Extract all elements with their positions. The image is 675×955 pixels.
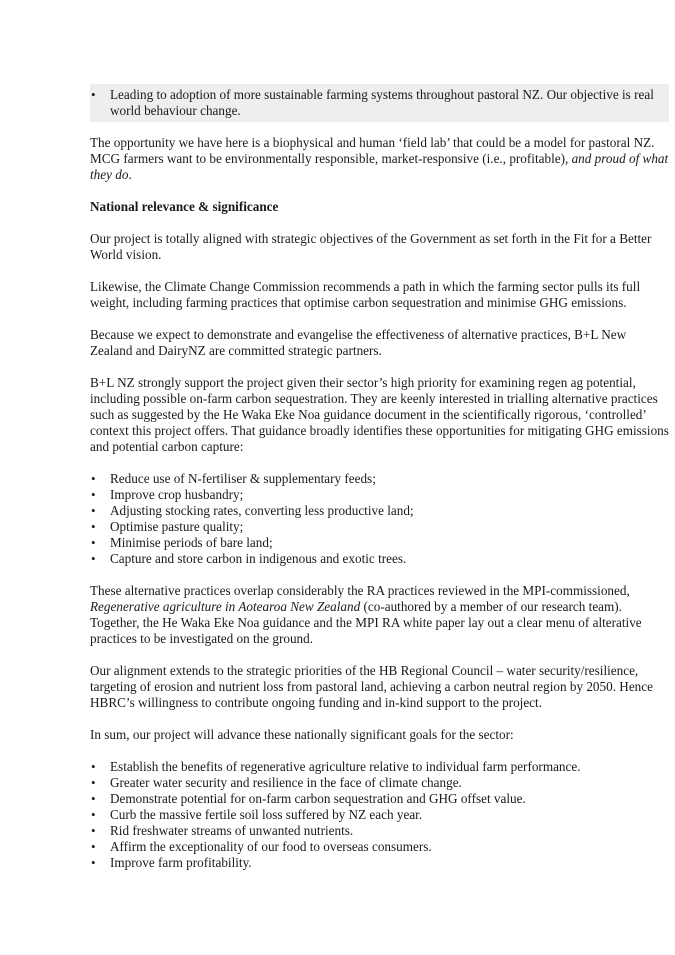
intro-bullet-list bbox=[90, 84, 671, 122]
paragraph-partners: Because we expect to demonstrate and evangelise the effectiveness of alternative practices, B+L New Zealand and DairyNZ are committed strategic partners. bbox=[90, 327, 627, 358]
paragraph-text: These alternative practices overlap considerably the RA practices reviewed in the MPI-commissioned, bbox=[90, 583, 630, 598]
list-item: • Curb the massive fertile soil loss suffered by NZ each year. bbox=[90, 807, 671, 823]
list-item: • Greater water security and resilience in the face of climate change. bbox=[90, 775, 671, 791]
paragraph-aligned: Our project is totally aligned with strategic objectives of the Government as set forth in the Fit for a Better World vision. bbox=[90, 231, 652, 262]
list-item: • Establish the benefits of regenerative agriculture relative to individual farm performance. bbox=[90, 759, 671, 775]
italic-text: and proud of what they do bbox=[90, 151, 669, 182]
paragraph-text: (co-authored by a member of our research team). Together, the He Waka Eke Noa guidance and the MPI RA white paper lay out a clear menu of alterative practices to be investigated on the ground. bbox=[90, 599, 642, 646]
list-item: • Leading to adoption of more sustainable farming systems throughout pastoral NZ. Our objective is real world behaviour change. bbox=[90, 84, 669, 122]
list-item: • Improve crop husbandry; bbox=[90, 487, 671, 503]
italic-title: Regenerative agriculture in Aotearoa New Zealand bbox=[90, 599, 361, 614]
paragraph-field-lab bbox=[90, 135, 671, 183]
list-item: • Rid freshwater streams of unwanted nutrients. bbox=[90, 823, 671, 839]
paragraph-end: . bbox=[128, 167, 132, 182]
list-item: • Affirm the exceptionality of our food to overseas consumers. bbox=[90, 839, 671, 855]
paragraph-sum: In sum, our project will advance these nationally significant goals for the sector: bbox=[90, 727, 514, 742]
list-item: • Improve farm profitability. bbox=[90, 855, 671, 871]
paragraph-hbrc: Our alignment extends to the strategic priorities of the HB Regional Council – water security/resilience, targeting of erosion and nutrient loss from pastoral land, achieving a carbon neutral region by 2050. Hence HBRC’s willingness to contribute ongoing funding and in-kind support to the project. bbox=[90, 663, 653, 710]
list-item: • Demonstrate potential for on-farm carbon sequestration and GHG offset value. bbox=[90, 791, 671, 807]
goals-list bbox=[90, 759, 671, 871]
list-item: • Capture and store carbon in indigenous and exotic trees. bbox=[90, 551, 671, 567]
practices-list bbox=[90, 471, 671, 567]
paragraph-overlap bbox=[90, 583, 671, 647]
list-item: • Adjusting stocking rates, converting less productive land; bbox=[90, 503, 671, 519]
paragraph-blnz: B+L NZ strongly support the project given their sector’s high priority for examining regen ag potential, including possible on-farm carbon sequestration. They are keenly interested in trialling alternative practices such as suggested by the He Waka Eke Noa guidance document in the scientifically rigorous, ‘controlled’ context this project offers. That guidance broadly identifies these opportunities for mitigating GHG emissions and potential carbon capture: bbox=[90, 375, 669, 454]
list-item: • Optimise pasture quality; bbox=[90, 519, 671, 535]
section-heading: National relevance & significance bbox=[90, 199, 279, 214]
list-item: • Reduce use of N-fertiliser & supplementary feeds; bbox=[90, 471, 671, 487]
list-item: • Minimise periods of bare land; bbox=[90, 535, 671, 551]
paragraph-climate: Likewise, the Climate Change Commission recommends a path in which the farming sector pulls its full weight, including farming practices that optimise carbon sequestration and minimise GHG emissions. bbox=[90, 279, 641, 310]
paragraph-text: The opportunity we have here is a biophysical and human ‘field lab’ that could be a model for pastoral NZ. MCG farmers want to be environmentally responsible, market-responsive (i.e., profitable), bbox=[90, 135, 655, 166]
